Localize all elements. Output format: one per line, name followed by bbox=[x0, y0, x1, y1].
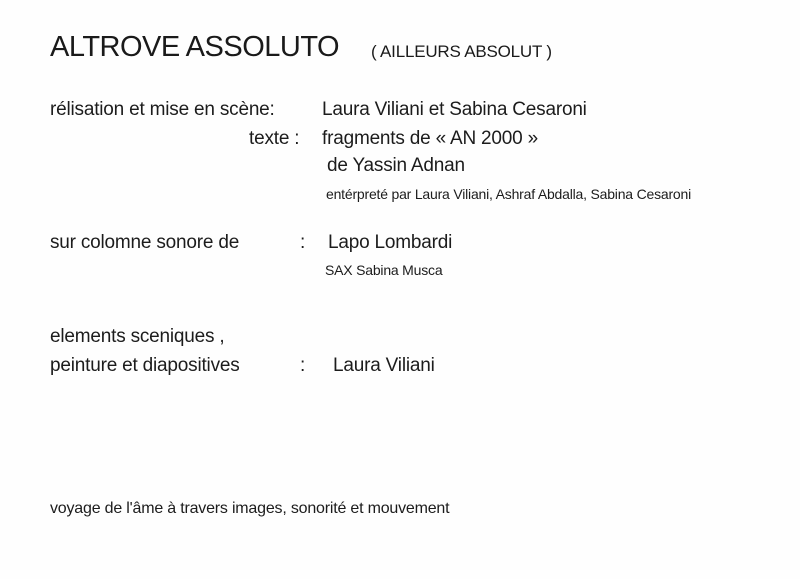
elements-label-line-2: peinture et diapositives bbox=[50, 355, 240, 376]
texte-value-line-2: de Yassin Adnan bbox=[327, 155, 465, 176]
footer-tagline: voyage de l'âme à travers images, sonorité et mouvement bbox=[50, 500, 450, 517]
realisation-value: Laura Viliani et Sabina Cesaroni bbox=[322, 99, 587, 120]
realisation-label: rélisation et mise en scène: bbox=[50, 99, 275, 120]
elements-label-line-1: elements sceniques , bbox=[50, 326, 225, 347]
sound-label: sur colomne sonore de bbox=[50, 232, 240, 253]
elements-value: Laura Viliani bbox=[333, 355, 435, 376]
performers-line: entérpreté par Laura Viliani, Ashraf Abdalla, Sabina Cesaroni bbox=[326, 186, 692, 202]
page-title: ALTROVE ASSOLUTO bbox=[50, 31, 340, 63]
page-subtitle: ( AILLEURS ABSOLUT ) bbox=[371, 42, 552, 61]
texte-label: texte : bbox=[249, 128, 300, 149]
sound-colon: : bbox=[300, 232, 306, 253]
sax-line: SAX Sabina Musca bbox=[325, 262, 443, 278]
sound-value: Lapo Lombardi bbox=[328, 232, 453, 253]
elements-colon: : bbox=[300, 355, 306, 376]
texte-value-line-1: fragments de « AN 2000 » bbox=[322, 128, 538, 149]
